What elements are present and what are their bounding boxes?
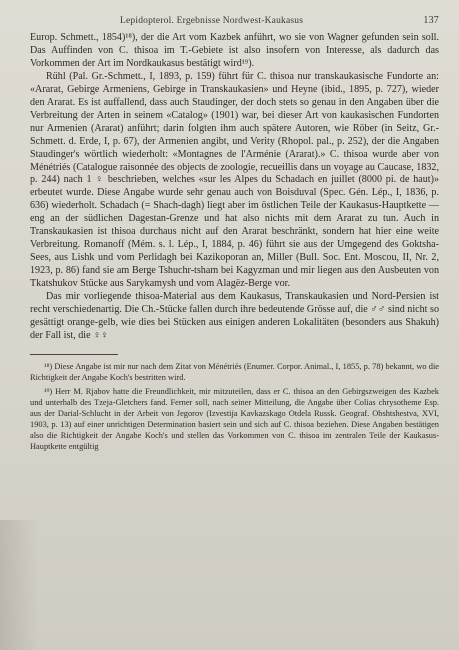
footnote-19: ¹⁹) Herr M. Rjabov hatte die Freundlichkeit, mir mitzuteilen, dass er C. thisoa an den Gebirgszweigen des Kazbek und unterhalb des Tzeja-Gletchers fand. Ferner soll, nach seiner Mitteilung, die Angabe über Colias chrysotheme Esp. aus der Darial-Schlucht in der Arbeit von Jegorov (Izvestija Kavkazskago Otdela Russk. Geograf. Obshtshestva, XVI, 1903, p. 13) auf einer unrichtigen Determination basiert sein und sich auf C. thisoa beziehen. Diese Angaben bestätigen also die Richtigkeit der Angabe Koch's und stellen das Vorkommen von C. thisoa im zentralen Teile der Kaukasus-Hauptkette entgültig <box>30 386 439 451</box>
footnote-rule <box>30 354 118 355</box>
footnotes <box>30 361 439 452</box>
paragraph-2: Rühl (Pal. Gr.-Schmett., I, 1893, p. 159) führt für C. thisoa nur transkaukasische Fundorte an: «Ararat, Gebirge Armeniens, Gebirge in Transkaukasien» und Heyne (ibid., 1895, p. 727), wieder den Ararat. Es ist auffallend, dass auch Staudinger, der doch stets so genau in den Angaben über die Verbreitung der Arten in seinem «Catalog» (1901) war, bei dieser Art von kaukasischen Fundorten nur Armenien (Ararat) anführt; darin folgten ihm auch spätere Autoren, wie Röber (in Seitz, Gr.-Schmett. d. Erde, I, p. 67), der Armenien angibt, und Verity (Rhopol. pal., p. 252), der die Angaben Staudinger's wörtlich wiederholt: «Montagnes de l'Arménie (Ararat).» C. thisoa wurde aber von Ménétriés (Catalogue raisonnée des objects de zoologie, recueillis dans un voyage au Caucase, 1832, p. 244) nach 1 ♀ beschrieben, welches «sur les Alpes du Schadach en juillet (8000 pi. de haut)» erbeutet wurde. Diese Angabe wurde sehr genau auch von Boisduval (Spec. Gén. Lép., I, 1836, p. 636) wiederholt. Schadach (= Shach-dagh) liegt aber im östlichen Teile der Kaukasus-Hauptkette — eng an der südlichen Dagestan-Grenze und hat also nichts mit dem Ararat zu tun. Auch in Transkaukasien ist thisoa durchaus nicht auf den Ararat beschränkt, sondern hat hier eine weite Verbreitung. Romanoff (Mém. s. l. Lép., I, 1884, p. 46) führt sie aus der Umgegend des Goktsha-Sees, aus Lishk und vom Perlidagh bei Kazikoporan an, Miller (Bull. Soc. Ent. Moscou, II, Nr. 2, 1923, p. 86) fand sie am Berge Tshuchr-tsham bei Kagyzman und mir liegen aus den Ausbeuten von Tkatshukov Stücke aus Sarykamysh und vom Alagëz-Berge vor. <box>30 70 439 290</box>
running-title: Lepidopterol. Ergebnisse Nordwest-Kaukasus <box>120 16 304 26</box>
paragraph-3: Das mir vorliegende thisoa-Material aus dem Kaukasus, Transkaukasien und Nord-Persien ist recht verschiedenartig. Die Ch.-Stücke fallen durch ihre bedeutende Grösse auf, die ♂♂ sind nicht so gesättigt orange-gelb, wie dies bei Stücken aus einigen anderen Lokalitäten (besonders aus Shakuh) der Fall ist, die ♀♀ <box>30 291 439 341</box>
running-header <box>30 14 439 32</box>
page-shadow <box>0 520 40 650</box>
footnote-18: ¹⁸) Diese Angabe ist mir nur nach dem Zitat von Ménétriés (Enumer. Corpor. Animal., I, 1855, p. 78) bekannt, wo die Richtigkeit der Angabe Koch's bestritten wird. <box>30 361 439 382</box>
page-number: 137 <box>423 15 439 26</box>
body-text <box>30 32 439 343</box>
paragraph-1: Europ. Schmett., 1854)¹⁸), der die Art vom Kazbek anführt, wo sie von Wagner gefunden sein soll. Das Auffinden von C. thisoa im T.-Gebiete ist also insofern von Interesse, als dadurch das Vorkommen der Art im Nordkaukasus bestätigt wird¹⁹). <box>30 32 439 69</box>
